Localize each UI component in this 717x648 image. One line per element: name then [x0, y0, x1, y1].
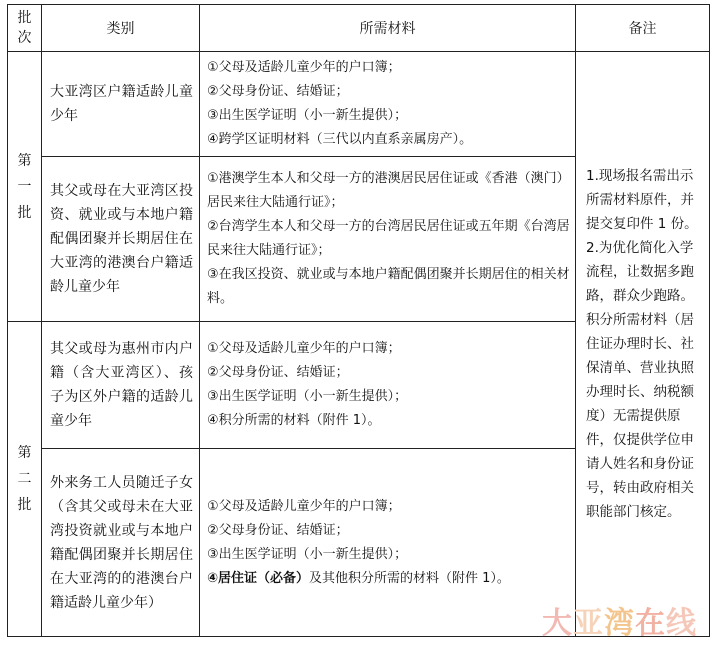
- material-item: ①港澳学生本人和父母一方的港澳居民居住证或《香港（澳门）居民来往大陆通行证》；: [207, 171, 570, 210]
- watermark-char: 亚: [573, 606, 604, 641]
- material-item: ④跨学区证明材料（三代以内直系亲属房产）。: [207, 132, 473, 147]
- materials-cell: [200, 322, 576, 449]
- enrollment-materials-table: [7, 4, 710, 637]
- material-item: ③在我区投资、就业或与本地户籍配偶团聚并长期居住的相关材料。: [207, 267, 570, 306]
- header-notes: 备注: [576, 5, 710, 52]
- header-materials: 所需材料: [200, 5, 576, 52]
- note-item: 1.现场报名需出示所需材料原件，并提交复印件 1 份。: [586, 168, 698, 232]
- material-item: ③出生医学证明（小一新生提供）；: [207, 108, 408, 123]
- material-item: ①父母及适龄儿童少年的户口簿；: [207, 341, 401, 356]
- materials-cell: [200, 449, 576, 637]
- material-item: ①父母及适龄儿童少年的户口簿；: [207, 60, 401, 75]
- material-item: ①父母及适龄儿童少年的户口簿；: [207, 498, 401, 514]
- header-batch: 批次: [8, 5, 42, 52]
- material-item: ②父母身份证、结婚证；: [207, 522, 349, 538]
- watermark-char: 在: [635, 606, 666, 641]
- table-header-row: [8, 5, 710, 52]
- materials-cell: [200, 52, 576, 157]
- material-text: 及其他积分所需的材料（附件 1）。: [309, 570, 510, 586]
- note-item: 2.为优化简化入学流程，让数据多跑路，群众少跑路。积分所需材料（居住证办理时长、社保清单、营业执照办理时长、纳税额度）无需提供原件，仅提供学位申请人姓名和身份证号，转由政府相关职能部门核定。: [586, 240, 694, 520]
- material-item: ④积分所需的材料（附件 1）。: [207, 413, 381, 428]
- category-cell: 其父或母在大亚湾区投资、就业或与本地户籍配偶团聚并长期居住在大亚湾的港澳台户籍适龄儿童少年: [42, 157, 200, 322]
- material-item: ②台湾学生本人和父母一方的台湾居民居住证或五年期《台湾居民来往大陆通行证》；: [207, 219, 570, 258]
- material-item: ②父母身份证、结婚证；: [207, 365, 349, 380]
- header-category: 类别: [42, 5, 200, 52]
- notes-cell: [576, 52, 710, 637]
- batch-label: 第二批: [8, 322, 42, 637]
- table-row: [8, 52, 710, 157]
- category-cell: 其父或母为惠州市内户籍（含大亚湾区）、孩子为区外户籍的适龄儿童少年: [42, 322, 200, 449]
- site-watermark: [542, 598, 697, 642]
- category-cell: 外来务工人员随迁子女（含其父或母未在大亚湾投资就业或与本地户籍配偶团聚并长期居住在大亚湾的的港澳台户籍适龄儿童少年）: [42, 449, 200, 637]
- material-item: [207, 567, 571, 591]
- watermark-char: 线: [666, 606, 697, 641]
- material-item: ②父母身份证、结婚证；: [207, 84, 349, 99]
- category-cell: 大亚湾区户籍适龄儿童少年: [42, 52, 200, 157]
- material-bold-text: ④居住证（必备）: [207, 570, 310, 586]
- material-item: ③出生医学证明（小一新生提供）；: [207, 546, 408, 562]
- batch-label: 第一批: [8, 52, 42, 322]
- watermark-char: 大: [542, 606, 573, 641]
- materials-cell: [200, 157, 576, 322]
- material-item: ③出生医学证明（小一新生提供）；: [207, 389, 408, 404]
- watermark-char: 湾: [604, 606, 635, 641]
